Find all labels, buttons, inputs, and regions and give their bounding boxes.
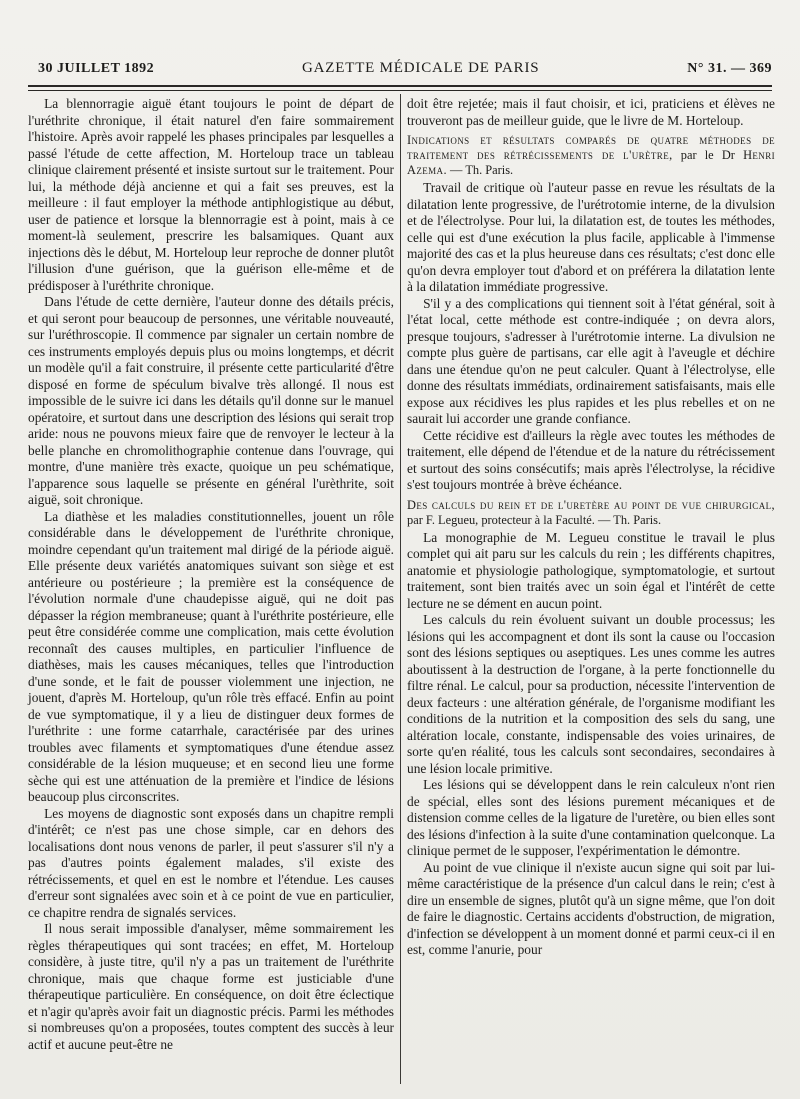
right-column bbox=[407, 96, 775, 959]
paragraph: Il nous serait impossible d'analyser, même sommairement les règles thérapeutiques qui sont tracées; en effet, M. Horteloup considère, à juste titre, qu'il n'y a pas un traitement de l'uréthrite chronique, mais que chaque forme est justiciable d'une thérapeutique particulière. En conséquence, on doit être éclectique et n'agir qu'après avoir fait un diagnostic précis. Parmi les méthodes si nombreuses qu'on a proposées, toutes comptent des succès à leur actif et aucune peut-être ne bbox=[28, 921, 394, 1052]
paragraph: Les lésions qui se développent dans le rein calculeux n'ont rien de spécial, elles sont des lésions purement mécaniques et de distension comme celles de la ligature de l'uretère, ou bien elles sont des lésions d'infection à la suite d'une contamination quelconque. La clinique permet de le supposer, l'expérimentation le démontre. bbox=[407, 777, 775, 858]
paragraph: La diathèse et les maladies constitutionnelles, jouent un rôle considérable dans le développement de l'uréthrite chronique, moindre cependant qu'un traitement mal dirigé de la période aiguë. Elle présente deux variétés anatomiques suivant son siège et est antérieure ou postérieure ; la première est la conséquence de l'évolution normale d'une chaudepisse aiguë, qui ne doit pas dépasser la région membraneuse; quant à l'uréthrite postérieure, elle peut être considérée comme une complication, mais cette évolution reconnaît des causes multiples, en particulier l'influence de diathèses, mais les causes mécaniques, telles que l'introduction d'une sonde, et le fait de pousser violemment une injection, ne jouent, d'après M. Horteloup, qu'un rôle très effacé. Enfin au point de vue symptomatique, il y a lieu de distinguer deux formes de l'uréthrite : une forme catarrhale, caractérisée par des urines troubles avec filaments et symptomatiques d'une étendue assez considérable de la lésion muqueuse; et en second lieu une forme sèche qui est une atténuation de la première et l'indice de lésions beaucoup plus circonscrites. bbox=[28, 508, 394, 804]
paragraph: Les moyens de diagnostic sont exposés dans un chapitre rempli d'intérêt; ce n'est pas une chose simple, car en dehors des localisations dont nous venons de parler, il peut s'assurer s'il n'y a pas d'autres points également malades, s'il existe des rétrécissements, et quel en est le nombre et l'étendue. Les causes d'erreur sont signalées avec soin et à ce point de vue en particulier, ce chapitre rendra de signalés services. bbox=[28, 805, 394, 920]
entry-source: — Th. Paris. bbox=[446, 163, 514, 177]
paragraph: La monographie de M. Legueu constitue le travail le plus complet qui ait paru sur les calculs du rein ; les différents chapitres, anatomie et physiologie pathologique, symptomatologie, et surtout traitement, sont bien traités avec un soin égal et l'intérêt de cette lecture ne se dément en aucun point. bbox=[407, 529, 775, 611]
issue-number: N° 31. — 369 bbox=[687, 61, 772, 76]
paragraph: Au point de vue clinique il n'existe aucun signe qui soit par lui-même caractéristique de la présence d'un calcul dans le rein; c'est à dire un ensemble de signes, plutôt qu'à un signe même, que l'on doit de faire le diagnostic. Certains accidents d'obstruction, de migration, d'infection se développent à un moment donné et parmi ceux-ci il en est, comme l'anurie, pour bbox=[407, 859, 775, 957]
page-header bbox=[38, 60, 772, 84]
entry-title-by: par le Dr bbox=[672, 148, 744, 162]
column-divider bbox=[400, 94, 401, 1084]
entry-author: par F. Legueu, protecteur à la Faculté. — Th. Paris. bbox=[407, 512, 662, 527]
paragraph: Travail de critique où l'auteur passe en revue les résultats de la dilatation lente progressive, de l'urétrotomie interne, de la divulsion et de l'électrolyse. Pour lui, la dilatation est, de toutes les méthodes, celle qui est d'une exécution la plus facile, applicable à l'immense majorité des cas et la plus heureuse dans ces résultats; c'est donc elle qu'on devra employer tout d'abord et on préférera la dilatation lente à la dilatation immédiate progressive. bbox=[407, 180, 775, 294]
review-entry-title bbox=[407, 133, 775, 178]
issue-date: 30 JUILLET 1892 bbox=[38, 61, 155, 76]
paragraph: Les calculs du rein évoluent suivant un double processus; les lésions qui les accompagnent et dont ils sont la cause ou l'occasion sont des lésions septiques ou aseptiques. Les unes comme les autres aboutissent à la destruction de l'organe, à la perte fonctionnelle du filtre rénal. Le calcul, pour sa production, nécessite l'intervention de deux facteurs : une altération générale, de l'organisme modifiant les conditions de la nutrition et la composition des sels du sang, une altération locale, constante, indispensable des voies urinaires, de sorte qu'en réalité, tous les calculs sont secondaires, secondaires à une lésion locale primitive. bbox=[407, 612, 775, 776]
paragraph: La blennorragie aiguë étant toujours le point de départ de l'uréthrite chronique, il était naturel d'en faire sommairement l'histoire. Après avoir rappelé les phases principales par lesquelles a passé l'étude de cette affection, M. Horteloup trace un tableau clinique clairement présenté et insiste surtout sur le traitement. Pour lui, la méthode déjà ancienne et qui a fait ses preuves, est la meilleure : il faut employer la méthode antiphlogistique au début, user de patience et lorsque la blennorragie est à point, mais à ce moment-là seulement, prescrire les balsamiques. Quant aux injections dès le début, M. Horteloup leur reproche de donner plutôt l'illusion d'une guérison, que la guérison elle-même et de prédisposer à l'uréthrite chronique. bbox=[28, 96, 394, 293]
review-entry-title bbox=[407, 498, 775, 528]
entry-title-text: Indications et résultats comparés de quatre méthodes de traitement des rétrécissements de l'urètre, bbox=[407, 133, 775, 162]
journal-title: GAZETTE MÉDICALE DE PARIS bbox=[302, 60, 540, 76]
paragraph: S'il y a des complications qui tiennent soit à l'état général, soit à l'état local, cette méthode est contre-indiquée ; on devra alors, presque toujours, s'adresser à l'urétrotomie interne. La divulsion ne compte plus guère de partisans, car elle agit à l'aveugle et déchire dans une étendue qu'on ne peut calculer. Quant à l'électrolyse, elle donne des résultats immédiats, ordinairement satisfaisants, mais elle expose aux récidives les plus rapides et les plus rebelles et on ne saurait lui accorder une grande confiance. bbox=[407, 295, 775, 426]
header-rule bbox=[28, 85, 772, 91]
entry-title-text: Des calculs du rein et de l'uretère au point de vue chirurgical, bbox=[407, 497, 775, 512]
left-column bbox=[28, 96, 394, 1053]
entry-author: Henri Azema. bbox=[407, 148, 776, 177]
paragraph-continued: doit être rejetée; mais il faut choisir, et ici, praticiens et élèves ne trouveront pas de meilleur guide, que le livre de M. Horteloup. bbox=[407, 96, 775, 128]
paragraph: Cette récidive est d'ailleurs la règle avec toutes les méthodes de traitement, elle dépend de l'étendue et de la nature du rétrécissement et surtout des soins consécutifs; mais après l'électrolyse, la récidive s'est toujours montrée à brève échéance. bbox=[407, 427, 775, 492]
paragraph: Dans l'étude de cette dernière, l'auteur donne des détails précis, et qui seront pour beaucoup de personnes, une véritable nouveauté, sur l'uréthroscopie. Il commence par signaler un certain nombre de ces instruments employés depuis plus ou moins longtemps, et décrit un modèle qu'il a fait construire, il présente cette particularité d'être disposé en forme de spéculum bivalve très allongé. Il nous est impossible de le suivre ici dans les détails qu'il donne sur le manuel opératoire, et surtout dans une description des lésions qui serait trop aride: nous ne pouvons mieux faire que de renvoyer le lecteur à la belle planche en chromolithographie contenue dans l'ouvrage, qui montre, d'une manière très exacte, quoique un peu schématique, l'apparence sous laquelle se présente en général l'urèthrite, soit aiguë, soit chronique. bbox=[28, 294, 394, 507]
